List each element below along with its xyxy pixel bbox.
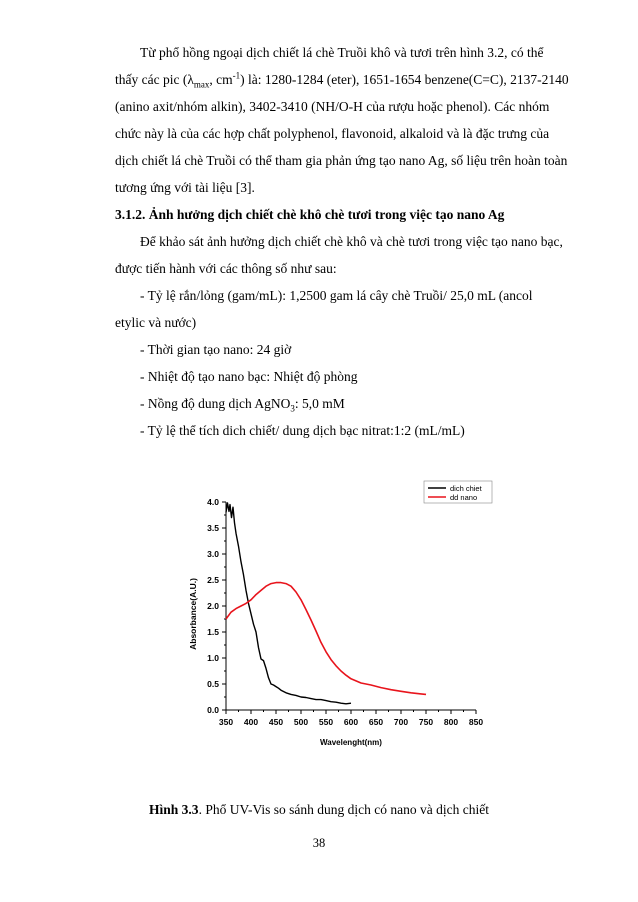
- x-axis-label: Wavelenght(nm): [320, 738, 382, 747]
- x-tick-label: 350: [218, 717, 234, 727]
- page-number: 38: [312, 836, 326, 850]
- y-tick-label: 0.5: [207, 679, 219, 689]
- param-ratio-continued: etylic và nước): [115, 315, 197, 330]
- paragraph-line: tương ứng với tài liệu [3].: [115, 180, 255, 195]
- x-tick-label: 550: [318, 717, 334, 727]
- y-tick-label: 2.5: [207, 575, 219, 585]
- y-tick-label: 1.0: [207, 653, 219, 663]
- y-tick-label: 3.0: [207, 549, 219, 559]
- x-tick-label: 800: [443, 717, 459, 727]
- param-time: - Thời gian tạo nano: 24 giờ: [140, 342, 292, 357]
- y-tick-label: 3.5: [207, 523, 219, 533]
- legend-label: dd nano: [450, 493, 478, 502]
- param-volume-ratio: - Tỷ lệ thể tích dich chiết/ dung dịch bạc nitrat:1:2 (mL/mL): [140, 423, 465, 438]
- caption-text: . Phổ UV-Vis so sánh dung dịch có nano và dịch chiết: [198, 802, 489, 817]
- legend-label: dich chiet: [450, 484, 482, 493]
- figure-caption: [0, 802, 638, 818]
- y-tick-label: 2.0: [207, 601, 219, 611]
- param-ratio: - Tỷ lệ rắn/lỏng (gam/mL): 1,2500 gam lá cây chè Truồi/ 25,0 mL (ancol: [140, 288, 533, 303]
- uv-vis-chart: [176, 478, 500, 754]
- caption-label: Hình 3.3: [149, 802, 199, 817]
- series-line: [226, 583, 426, 695]
- chart-svg: [176, 478, 500, 754]
- y-axis-label: Absorbance(A.U.): [188, 578, 198, 650]
- x-tick-label: 650: [368, 717, 384, 727]
- x-tick-label: 750: [418, 717, 434, 727]
- paragraph-line: dịch chiết lá chè Truồi có thể tham gia phản ứng tạo nano Ag, số liệu trên hoàn toàn: [115, 153, 568, 168]
- param-concentration: - Nồng độ dung dịch AgNO$_3$: 5,0 mM: [140, 396, 345, 414]
- x-tick-label: 700: [393, 717, 409, 727]
- y-tick-label: 1.5: [207, 627, 219, 637]
- param-temperature: - Nhiệt độ tạo nano bạc: Nhiệt độ phòng: [140, 369, 358, 384]
- paragraph-line: Từ phổ hồng ngoại dịch chiết lá chè Truồi khô và tươi trên hình 3.2, có thể: [140, 45, 544, 60]
- x-tick-label: 500: [293, 717, 309, 727]
- paragraph-line: thấy các pic ($\lambda_{max}$, $cm^{-1}$) là: 1280-1284 (eter), 1651-1654 benzene(C=C), 2137-2140: [115, 70, 569, 90]
- paragraph-line: được tiến hành với các thông số như sau:: [115, 261, 337, 276]
- y-tick-label: 0.0: [207, 705, 219, 715]
- x-tick-label: 850: [468, 717, 484, 727]
- paragraph-line: Để khảo sát ảnh hưởng dịch chiết chè khô và chè tươi trong việc tạo nano bạc,: [140, 234, 563, 249]
- x-tick-label: 450: [268, 717, 284, 727]
- y-tick-label: 4.0: [207, 497, 219, 507]
- section-heading: 3.1.2. Ảnh hưởng dịch chiết chè khô chè tươi trong việc tạo nano Ag: [115, 207, 505, 222]
- paragraph-line: (anino axit/nhóm alkin), 3402-3410 (NH/O-H của rượu hoặc phenol). Các nhóm: [115, 99, 550, 114]
- paragraph-line: chức này là của các hợp chất polyphenol, flavonoid, alkaloid và là đặc trưng của: [115, 126, 550, 141]
- x-tick-label: 600: [343, 717, 359, 727]
- x-tick-label: 400: [243, 717, 259, 727]
